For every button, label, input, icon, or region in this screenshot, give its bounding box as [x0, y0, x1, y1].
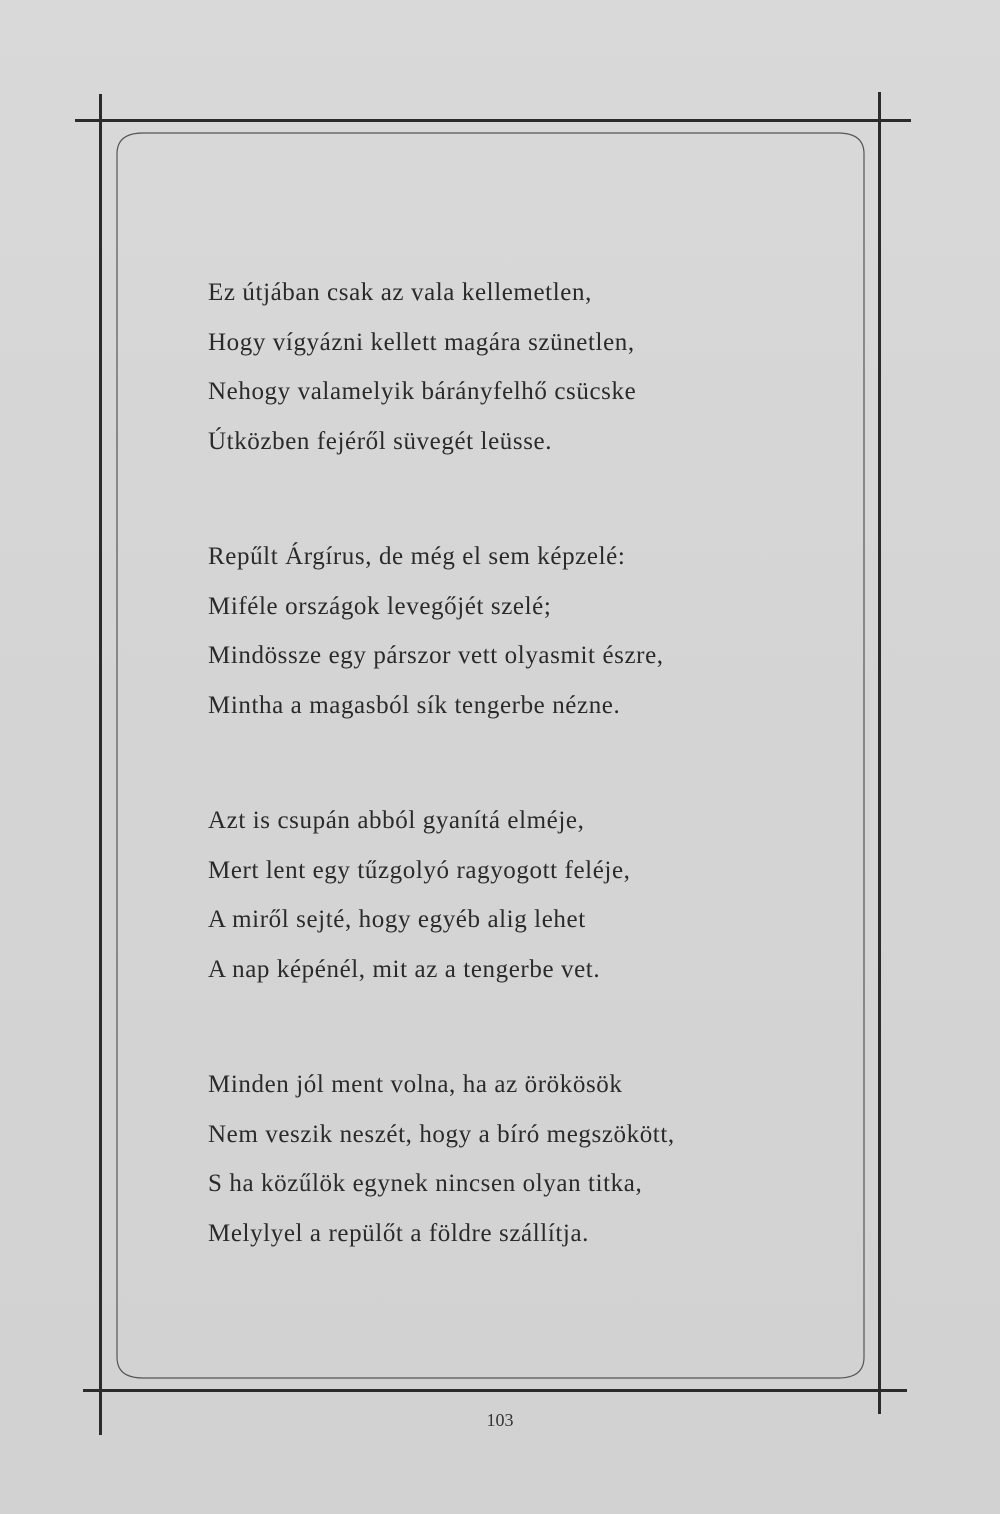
stanza-3: [208, 796, 808, 994]
stanza-4: [208, 1060, 808, 1258]
verse-line: Melylyel a repülőt a földre szállítja.: [208, 1219, 590, 1247]
verse-line: Minden jól ment volna, ha az örökösök: [208, 1071, 623, 1098]
verse-line: A nap képénél, mit az a tengerbe vet.: [208, 955, 601, 983]
verse-line: Nehogy valamelyik bárányfelhő csücske: [208, 378, 637, 405]
verse-line: Mert lent egy tűzgolyó ragyogott feléje,: [208, 856, 631, 884]
stanza-2: [208, 532, 808, 730]
verse-line: Ez útjában csak az vala kellemetlen,: [208, 279, 592, 306]
verse-line: Nem veszik neszét, hogy a bíró megszökött,: [208, 1120, 675, 1148]
verse-line: Mindössze egy párszor vett olyasmit észre,: [208, 642, 664, 669]
verse-line: Mintha a magasból sík tengerbe nézne.: [208, 691, 621, 719]
verse-line: S ha közűlök egynek nincsen olyan titka,: [208, 1170, 643, 1197]
verse-line: Miféle országok levegőjét szelé;: [208, 592, 552, 620]
verse-line: Hogy vígyázni kellett magára szünetlen,: [208, 328, 635, 356]
poem: [208, 268, 808, 1258]
verse-line: A miről sejté, hogy egyéb alig lehet: [208, 906, 586, 933]
verse-line: Azt is csupán abból gyanítá elméje,: [208, 807, 585, 834]
page-number: 103: [486, 1410, 514, 1430]
stanza-1: [208, 268, 808, 466]
verse-line: Repűlt Árgírus, de még el sem képzelé:: [208, 543, 626, 570]
verse-line: Útközben fejéről süvegét leüsse.: [208, 427, 553, 455]
